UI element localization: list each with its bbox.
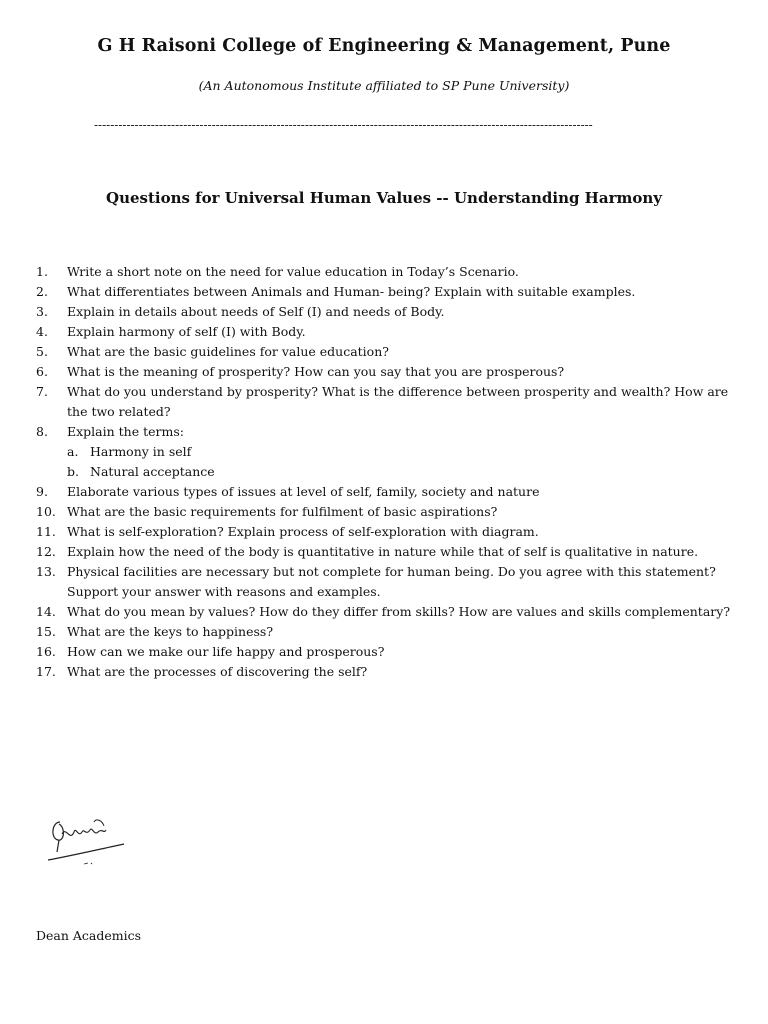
question-number: 5. xyxy=(36,344,48,359)
question-text: Explain harmony of self (I) with Body. xyxy=(67,324,306,339)
sub-question-item xyxy=(36,462,736,482)
question-number: 17. xyxy=(36,664,56,679)
question-text: What do you understand by prosperity? What is the difference between prosperity and wealth? How are the two related? xyxy=(67,384,729,419)
question-number: 15. xyxy=(36,624,56,639)
question-number: 3. xyxy=(36,304,48,319)
question-text: Physical facilities are necessary but not complete for human being. Do you agree with this statement? Support your answer with reasons and examples. xyxy=(67,564,716,599)
question-number: 4. xyxy=(36,324,48,339)
question-text: What is the meaning of prosperity? How can you say that you are prosperous? xyxy=(67,364,565,379)
question-text: What are the basic requirements for fulfilment of basic aspirations? xyxy=(67,504,498,519)
question-text: What are the keys to happiness? xyxy=(67,624,274,639)
question-text: How can we make our life happy and prosperous? xyxy=(67,644,385,659)
question-item xyxy=(36,362,736,382)
question-number: 9. xyxy=(36,484,48,499)
question-text: Explain how the need of the body is quantitative in nature while that of self is qualitative in nature. xyxy=(67,544,699,559)
affiliation-subtitle: (An Autonomous Institute affiliated to SP Pune University) xyxy=(198,78,570,93)
question-text: Write a short note on the need for value education in Today’s Scenario. xyxy=(67,264,519,279)
question-number: 1. xyxy=(36,264,48,279)
document-title: Questions for Universal Human Values -- Understanding Harmony xyxy=(106,189,662,207)
question-text: Elaborate various types of issues at level of self, family, society and nature xyxy=(67,484,540,499)
question-item xyxy=(36,662,736,682)
question-list xyxy=(36,262,736,682)
question-item xyxy=(36,602,736,622)
question-text: What are the basic guidelines for value education? xyxy=(67,344,389,359)
question-item xyxy=(36,302,736,322)
question-number: 6. xyxy=(36,364,48,379)
question-number: 2. xyxy=(36,284,48,299)
question-number: 16. xyxy=(36,644,56,659)
question-text: Explain the terms: xyxy=(67,424,184,439)
question-number: 8. xyxy=(36,424,48,439)
question-item xyxy=(36,642,736,662)
question-item xyxy=(36,322,736,342)
sub-question-text: Harmony in self xyxy=(90,444,192,459)
question-item xyxy=(36,502,736,522)
sub-question-text: Natural acceptance xyxy=(90,464,215,479)
sub-question-letter: a. xyxy=(67,444,79,459)
question-number: 14. xyxy=(36,604,56,619)
question-text: Explain in details about needs of Self (I) and needs of Body. xyxy=(67,304,445,319)
signer-title: Dean Academics xyxy=(36,928,142,943)
question-item xyxy=(36,542,736,562)
question-text: What differentiates between Animals and Human- being? Explain with suitable examples. xyxy=(67,284,636,299)
question-item xyxy=(36,382,736,422)
question-item xyxy=(36,422,736,442)
question-text: What do you mean by values? How do they differ from skills? How are values and skills complementary? xyxy=(67,604,731,619)
question-text: What is self-exploration? Explain process of self-exploration with diagram. xyxy=(67,524,539,539)
question-number: 7. xyxy=(36,384,48,399)
question-item xyxy=(36,522,736,542)
separator-line: --------------------------------------------------------------------------------------------------------------------------- xyxy=(94,118,593,132)
question-item xyxy=(36,342,736,362)
question-number: 13. xyxy=(36,564,56,579)
question-number: 11. xyxy=(36,524,56,539)
question-item xyxy=(36,562,736,602)
question-item xyxy=(36,262,736,282)
question-item xyxy=(36,282,736,302)
question-number: 12. xyxy=(36,544,56,559)
question-item xyxy=(36,622,736,642)
question-number: 10. xyxy=(36,504,56,519)
question-text: What are the processes of discovering the self? xyxy=(67,664,368,679)
question-item xyxy=(36,482,736,502)
sub-question-item xyxy=(36,442,736,462)
signature-image xyxy=(44,812,128,868)
sub-question-letter: b. xyxy=(67,464,79,479)
institution-title: G H Raisoni College of Engineering & Management, Pune xyxy=(97,36,671,56)
